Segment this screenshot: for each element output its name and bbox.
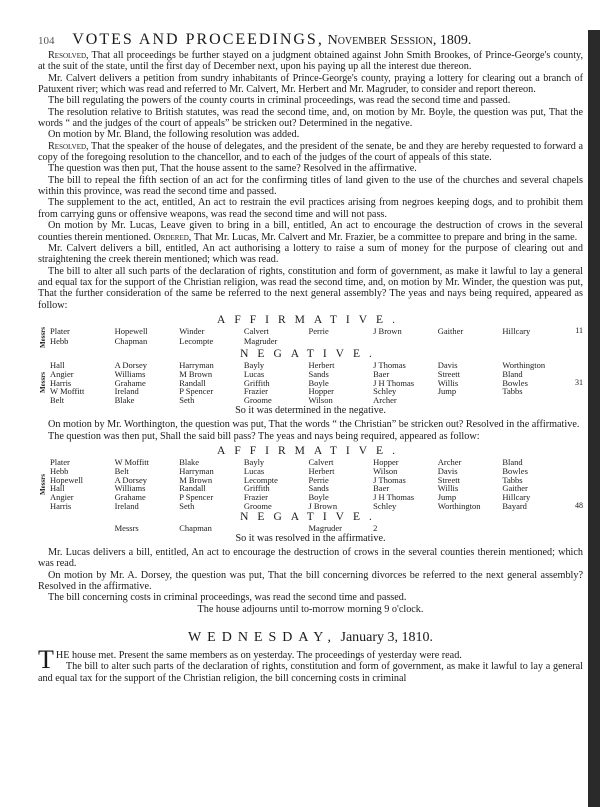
voter-name: Randall <box>179 377 206 388</box>
paragraph-text: The supplement to the act, entitled, An act to restrain the evil practices arising from negroes keeping dogs, and to prohibit them from carrying guns or offensive weapons, was read the second time and will not pass. <box>38 197 583 220</box>
voter-name: Hopewell <box>50 474 84 485</box>
voter-name: W Moffitt <box>50 386 85 397</box>
voter-name: Groome <box>243 500 272 511</box>
affirmative-heading: AFFIRMATIVE. <box>217 313 404 326</box>
proceedings-block-2 <box>38 419 583 442</box>
proceedings-block-1 <box>38 50 583 311</box>
voter-name: Streett <box>437 368 460 379</box>
wednesday-block <box>38 644 583 684</box>
paragraph-text: That all proceedings be further stayed on a judgment obtained against John Smith Brookes, of Prince-George's county, at the suit of the state, until the first day of December next, upon his paying up all the interest due thereon. <box>38 50 583 73</box>
affirmative-list <box>38 327 583 348</box>
voter-name: P Spencer <box>179 492 214 503</box>
paragraph-text: Mr. Calvert delivers a petition from sundry inhabitants of Prince-George's county, praying a lottery for clearing out a branch of Patuxent river; which was read and referred to Mr. Calvert, Mr. Herbert and Mr. Magruder, to consider and report thereon. <box>38 72 583 96</box>
voter-name: Boyle <box>308 492 329 503</box>
voter-name: Randall <box>179 483 206 494</box>
date-label: January 3, 1810. <box>340 629 434 645</box>
affirmative-count: 48 <box>575 500 583 510</box>
paragraph-text: On motion by Mr. Bland, the following resolution was added. <box>48 129 300 141</box>
paragraph-text: Mr. Calvert delivers a bill, entitled, An act authorising a lottery to raise a sum of money for the purpose of clearing out and straightening the creek therein mentioned; which was read. <box>38 242 583 266</box>
voter-name: Jump <box>437 492 457 503</box>
voter-name: Bayly <box>243 456 265 467</box>
paragraph-text: That the speaker of the house of delegates, and the president of the senate, be and they are hereby requested to forward a copy of the foregoing resolution to the chancellor, and to each of the judges of the court of appeals of this state. <box>38 140 583 164</box>
paragraph-text: The bill to repeal the fifth section of an act for the confirming titles of land given to the use of the churches and several chapels within this province, was read the second time and passed. <box>38 174 583 198</box>
voter-name: Jump <box>437 386 457 397</box>
voter-name: A Dorsey <box>114 474 147 485</box>
paragraph-text: The resolution relative to British statutes, was read the second time, and, on motion by Mr. Boyle, the question was put, That the words “ and the judges of the court of appeals” be stricken out? Determined in the negative. <box>38 106 583 130</box>
negative-heading: NEGATIVE. <box>240 510 381 523</box>
proceedings-block-3 <box>38 547 583 604</box>
voter-name: Harris <box>50 500 72 511</box>
negative-heading: NEGATIVE. <box>240 347 381 360</box>
page-body <box>38 50 583 684</box>
voter-name: Boyle <box>308 377 329 388</box>
voter-name: Hillcary <box>502 325 531 336</box>
paragraph <box>38 243 583 266</box>
paragraph <box>38 50 583 73</box>
voter-name: Gaither <box>437 325 464 336</box>
negative-list <box>38 524 583 533</box>
paragraph <box>38 175 583 198</box>
paragraph-text: The question was then put, That the house assent to the same? Resolved in the affirmative. <box>48 163 417 175</box>
voter-name: Seth <box>179 395 195 406</box>
voter-name: Seth <box>179 500 195 511</box>
voter-name: Herbert <box>308 465 335 476</box>
voter-name: Perrie <box>308 474 329 485</box>
lead-word: Resolved, <box>48 140 89 152</box>
voter-name: A Dorsey <box>114 359 147 370</box>
voter-name: Wilson <box>373 465 398 476</box>
affirmative-heading: AFFIRMATIVE. <box>217 444 404 457</box>
voter-name: Frazier <box>243 492 268 503</box>
paragraph <box>38 73 583 96</box>
voter-name: Archer <box>373 395 397 406</box>
voter-name: Herbert <box>308 359 335 370</box>
voter-name: Hillcary <box>502 492 531 503</box>
wednesday-heading <box>38 629 583 647</box>
voter-name: Baer <box>373 368 390 379</box>
paragraph-text: The bill to alter all such parts of the declaration of rights, constitution and form of government, as make it lawful to lay a general and equal tax for the support of the Christian religion, was read the second time, and, on motion by Mr. Winder, the question was put, That the further consideration of the same be referred to the next general assembly? The yeas and nays being required, appeared as follow: <box>38 265 583 311</box>
paragraph: The question was then put, Shall the said bill pass? The yeas and nays being required, appeared as follow: <box>48 430 480 442</box>
voter-name: J H Thomas <box>373 377 415 388</box>
voter-name: Lucas <box>243 465 265 476</box>
voter-name: Winder <box>179 325 205 336</box>
vote-1 <box>38 315 583 416</box>
voter-name: M Brown <box>179 368 213 379</box>
vote-result: So it was determined in the negative. <box>235 404 386 416</box>
voter-name: Worthington <box>437 500 481 511</box>
voter-name: Griffith <box>243 483 270 494</box>
voter-name: Schley <box>373 386 397 397</box>
negative-list <box>38 361 583 405</box>
voter-name: Willis <box>437 483 459 494</box>
voter-name: Bayly <box>243 359 265 370</box>
voter-name: Worthington <box>502 359 546 370</box>
lead-word: Ordered, <box>153 231 192 243</box>
voter-name: Ireland <box>114 500 139 511</box>
voter-name: Tabbs <box>502 474 523 485</box>
voter-name: Angier <box>50 368 74 379</box>
paragraph: Mr. Lucas delivers a bill, entitled, An act to encourage the destruction of crows in the several counties therein mentioned; which was read. <box>38 546 583 570</box>
voter-name: M Brown <box>179 474 213 485</box>
voter-name: Hall <box>50 483 65 494</box>
negative-count: 31 <box>575 377 583 387</box>
voter-name: Harryman <box>179 359 214 370</box>
voter-name: Williams <box>114 368 146 379</box>
voter-name: Griffith <box>243 377 270 388</box>
voter-name: Blake <box>179 456 200 467</box>
page-title: VOTES AND PROCEEDINGS, <box>72 31 324 48</box>
voter-name: Davis <box>437 359 458 370</box>
voter-name: Bowles <box>502 465 528 476</box>
voter-name: Williams <box>114 483 146 494</box>
voter-name: Willis <box>437 377 459 388</box>
voter-name: Ireland <box>114 386 139 397</box>
voter-name: Belt <box>50 395 65 406</box>
messrs-label: Messrs <box>39 326 47 348</box>
affirmative-list <box>38 458 583 511</box>
paragraph: On motion by Mr. Worthington, the question was put, That the words “ the Christian” be stricken out? Resolved in the affirmative. <box>48 419 580 431</box>
negative-count: 2 <box>373 522 378 533</box>
paragraph: The bill to alter such parts of the declaration of rights, constitution and form of government, as make it lawful to lay a general and equal tax for the support of the Christian religion, the bill concerning costs in criminal <box>38 661 583 684</box>
voter-name: Calvert <box>308 456 334 467</box>
paragraph: The bill concerning costs in criminal proceedings, was read the second time and passed. <box>48 592 407 604</box>
paragraph-text: On motion by Mr. Lucas, Leave given to bring in a bill, entitled, An act to encourage the destruction of crows in the several counties therein mentioned. <box>38 220 583 243</box>
voter-name: Hopewell <box>114 325 148 336</box>
voter-name: Calvert <box>243 325 269 336</box>
voter-name: Hopper <box>373 456 399 467</box>
voter-name: Lucas <box>243 368 265 379</box>
voter-name: Schley <box>373 500 397 511</box>
messrs-label: Messrs <box>39 372 47 394</box>
voter-name: Chapman <box>179 522 212 533</box>
drop-cap: T <box>38 644 54 674</box>
voter-name: Hebb <box>50 336 69 347</box>
paragraph <box>38 266 583 311</box>
vote-2 <box>38 446 583 544</box>
paragraph <box>38 220 583 243</box>
voter-name: Hopper <box>308 386 334 397</box>
voter-name: Magruder <box>243 336 278 347</box>
messrs-label: Messrs <box>39 473 47 495</box>
voter-name: Lecompte <box>243 474 278 485</box>
voter-name: Harryman <box>179 465 214 476</box>
voter-name: W Moffitt <box>114 456 150 467</box>
voter-name: Grahame <box>114 377 146 388</box>
voter-name: Groome <box>243 395 272 406</box>
paragraph <box>38 107 583 130</box>
session-title: November Session, 1809. <box>327 33 472 48</box>
page-number: 104 <box>38 35 55 47</box>
scan-edge <box>588 30 600 807</box>
vote-result: So it was resolved in the affirmative. <box>235 532 386 544</box>
paragraph <box>38 197 583 220</box>
voter-name: J H Thomas <box>373 492 415 503</box>
voter-name: Hall <box>50 359 65 370</box>
paragraph <box>38 141 583 164</box>
voter-name: Harris <box>50 377 72 388</box>
voter-name: Plater <box>50 456 70 467</box>
adjourn-note: The house adjourns until to-morrow morning 9 o'clock. <box>197 603 424 615</box>
voter-name: J Brown <box>308 500 338 511</box>
voter-name: Lecompte <box>179 336 214 347</box>
paragraph-text: That Mr. Lucas, Mr. Calvert and Mr. Frazier, be a committee to prepare and bring in the same. <box>191 231 578 243</box>
voter-name: Sands <box>308 483 329 494</box>
voter-name: Blake <box>114 395 135 406</box>
voter-name: P Spencer <box>179 386 214 397</box>
voter-name: Wilson <box>308 395 333 406</box>
voter-name: Bowles <box>502 377 528 388</box>
voter-name: Davis <box>437 465 458 476</box>
voter-name: Hebb <box>50 465 69 476</box>
paragraph <box>38 129 583 140</box>
day-label: WEDNESDAY, <box>187 629 338 645</box>
page-header <box>38 31 583 49</box>
voter-name: Tabbs <box>502 386 523 397</box>
voter-name: Bland <box>502 368 523 379</box>
voter-name: Archer <box>437 456 462 467</box>
paragraph-text: The bill regulating the powers of the county courts in criminal proceedings, was read the second time and passed. <box>48 95 511 107</box>
voter-name: Bayard <box>502 500 527 511</box>
paragraph <box>38 163 583 174</box>
voter-name: Grahame <box>114 492 146 503</box>
voter-name: Streett <box>437 474 460 485</box>
voter-name: Gaither <box>502 483 528 494</box>
voter-name: Plater <box>50 325 70 336</box>
voter-name: Bland <box>502 456 523 467</box>
affirmative-count: 11 <box>575 325 583 335</box>
paragraph <box>38 95 583 106</box>
messrs-label: Messrs <box>114 522 139 533</box>
voter-name: Belt <box>114 465 129 476</box>
voter-name: Angier <box>50 492 74 503</box>
voter-name: J Thomas <box>373 359 406 370</box>
voter-name: J Brown <box>373 325 402 336</box>
voter-name: Magruder <box>308 522 343 533</box>
voter-name: Perrie <box>308 325 329 336</box>
paragraph: On motion by Mr. A. Dorsey, the question was put, That the bill concerning divorces be referred to the next general assembly? Resolved in the affirmative. <box>38 569 583 592</box>
voter-name: Frazier <box>243 386 268 397</box>
lead-word: Resolved, <box>48 50 89 61</box>
voter-name: Sands <box>308 368 329 379</box>
voter-name: Baer <box>373 483 390 494</box>
paragraph: HE house met. Present the same members as on yesterday. The proceedings of yesterday were read. <box>55 649 462 661</box>
voter-name: J Thomas <box>373 474 406 485</box>
voter-name: Chapman <box>114 336 148 347</box>
